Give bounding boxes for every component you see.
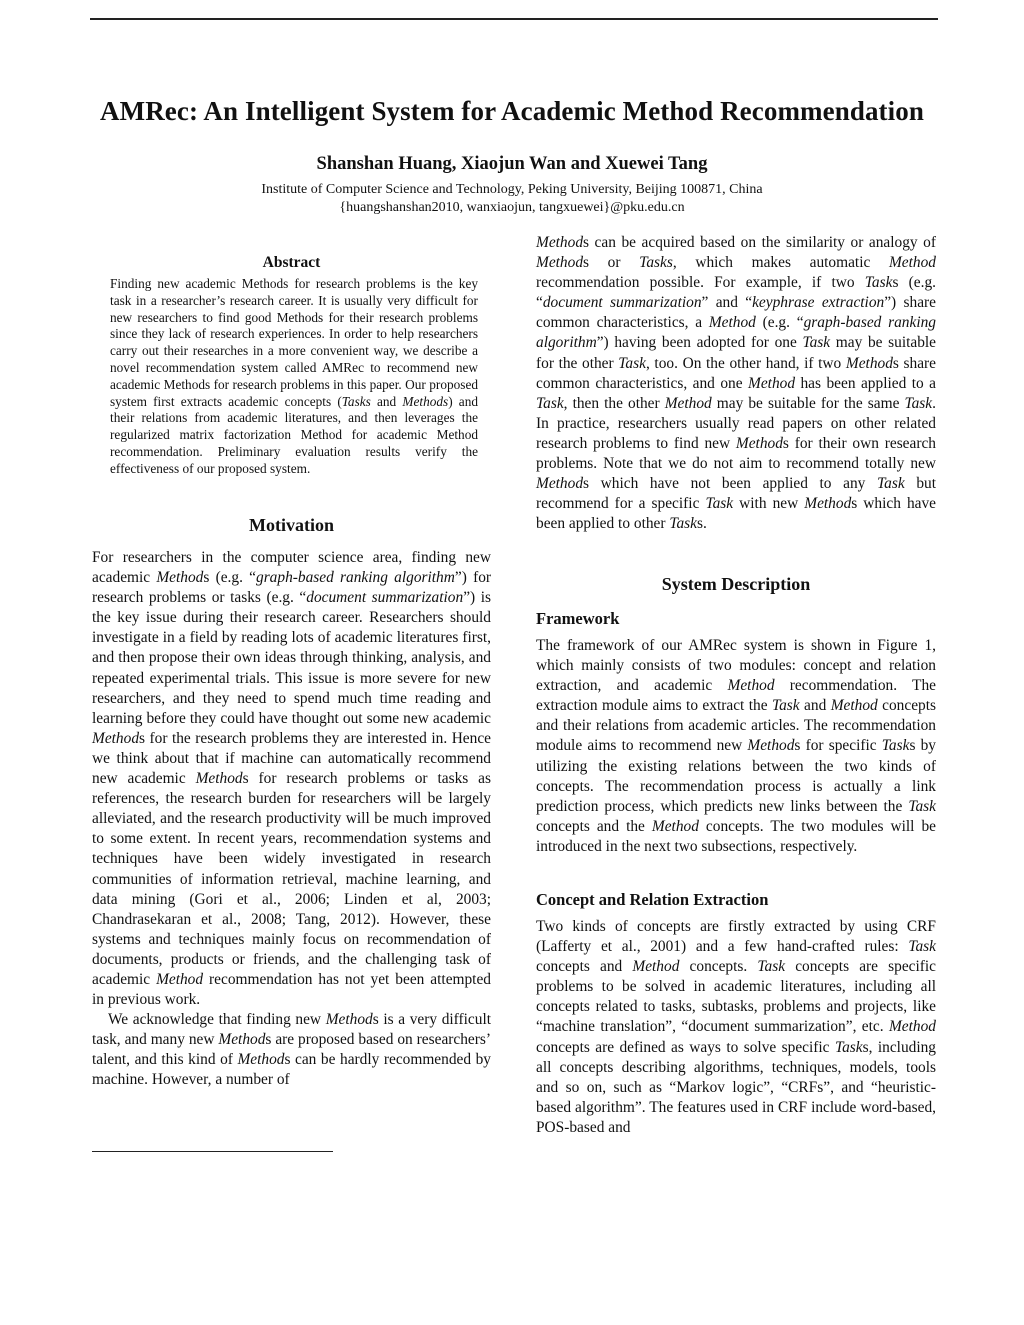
motivation-body: [92, 548, 491, 1091]
author-emails: {huangshanshan2010, wanxiaojun, tangxuewei}@pku.edu.cn: [339, 200, 685, 215]
motivation-heading: Motivation: [249, 515, 334, 535]
motivation-paragraph-2: We acknowledge that finding new Methods is a very difficult task, and many new Methods are proposed based on researchers’ talent, and this kind of Methods can be hardly recommended by machine. However, a number of: [92, 1011, 492, 1089]
framework-body: The framework of our AMRec system is shown in Figure 1, which mainly consists of two modules: concept and relation extraction, and academic Method recommendation. The extraction module aims to extract the Task and Method concepts and their relations from academic articles. The recommendation module aims to recommend new Methods for specific Tasks by utilizing the existing relations between the two kinds of concepts. The recommendation process is actually a link prediction process, which predicts new links between the Task concepts and the Method concepts. The two modules will be introduced in the next two subsections, respectively.: [536, 637, 936, 855]
affiliation-block: [60, 181, 964, 217]
extraction-body: Two kinds of concepts are firstly extracted by using CRF (Lafferty et al., 2001) and a few hand-crafted rules: Task concepts and Method concepts. Task concepts are specific problems to be solved in academic literatures, including all concepts related to tasks, subtasks, problems and projects, like “machine translation”, “document summarization”, etc. Method concepts are defined as ways to solve specific Tasks, including all concepts describing algorithms, techniques, models, tools and so on, such as “Markov logic”, “CRFs”, and “heuristic-based algorithm”. The features used in CRF include word-based, POS-based and: [536, 918, 937, 1136]
abstract-text: Finding new academic Methods for research problems is the key task in a researcher’s research career. It is usually very difficult for new researchers to find good Methods for their research problems since they lack of research experiences. In order to help researchers carry out their researches in a more convenient way, we describe a novel recommendation system called AMRec to recommend new academic Methods for research problems in this paper. Our proposed system first extracts academic concepts (Tasks and Methods) and their relations from academic literatures, and then leverages the regularized matrix factorization Method for academic Method recommendation. Preliminary evaluation results verify the effectiveness of our proposed system.: [110, 276, 478, 476]
paper-title: AMRec: An Intelligent System for Academic Method Recommendation: [100, 96, 924, 126]
system-description-heading: System Description: [661, 574, 811, 594]
top-rule: [90, 18, 938, 20]
footnote-rule: [92, 1151, 333, 1152]
extraction-heading: Concept and Relation Extraction: [536, 890, 769, 909]
abstract-heading: Abstract: [262, 254, 321, 271]
affiliation: Institute of Computer Science and Technology, Peking University, Beijing 100871, China: [261, 182, 763, 197]
framework-heading: Framework: [536, 609, 620, 628]
paper-authors: Shanshan Huang, Xiaojun Wan and Xuewei Tang: [316, 154, 708, 174]
motivation-continued: Methods can be acquired based on the similarity or analogy of Methods or Tasks, which makes automatic Method recommendation possible. For example, if two Tasks (e.g. “document summarization” and “keyphrase extraction”) share common characteristics, a Method (e.g. “graph-based ranking algorithm”) having been adopted for one Task may be suitable for the other Task, too. On the other hand, if two Methods share common characteristics, and one Method has been applied to a Task, then the other Method may be suitable for the same Task. In practice, researchers usually read papers on other related research problems to find new Methods for their own research problems. Note that we do not aim to recommend totally new Methods which have not been applied to any Task but recommend for a specific Task with new Methods which have been applied to other Tasks.: [536, 234, 937, 533]
motivation-paragraph-1: For researchers in the computer science area, finding new academic Methods (e.g. “graph-based ranking algorithm”) for research problems or tasks (e.g. “document summarization”) is the key issue during their research career. Researchers should investigate in a field by reading lots of academic literatures first, and then propose their own ideas through thinking, analysis, and repeated experimental trials. This issue is more severe for new researchers, and they need to spend much time reading and learning before they could have thought out some new academic Methods for the research problems they are interested in. Hence we think about that if machine can automatically recommend new academic Methods for research problems or tasks as references, the research burden for researchers will be largely alleviated, and the research productivity will be much improved to some extent. In recent years, recommendation systems and techniques have been widely investigated in research communities of information retrieval, machine learning, and data mining (Gori et al., 2006; Linden et al, 2003; Chandrasekaran et al., 2008; Tang, 2012). However, these systems and techniques mainly focus on recommendation of documents, products or friends, and the challenging task of academic Method recommendation has not yet been attempted in previous work.: [92, 549, 492, 1009]
